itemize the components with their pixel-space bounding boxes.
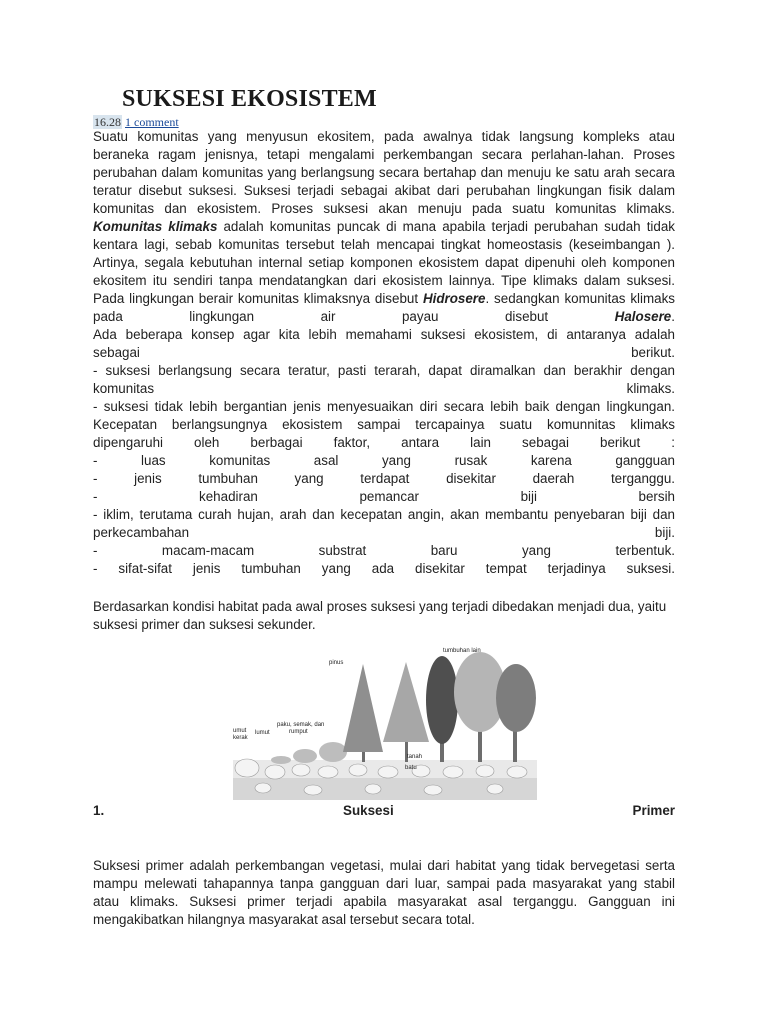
text-line: perkecambahan biji. (93, 525, 675, 540)
text-line: Kecepatan berlangsungnya ekosistem sampai tercapainya suatu komunnitas klimaks (93, 417, 675, 432)
text-line: - jenis tumbuhan yang terdapat disekitar daerah terganggu. (93, 471, 675, 486)
label-tanah: tanah (407, 754, 423, 760)
comments-link[interactable]: 1 comment (125, 115, 179, 129)
text-line: - suksesi tidak lebih bergantian jenis menyesuaikan diri secara lebih baik dengan lingkungan. (93, 399, 675, 414)
text-line: - sifat-sifat jenis tumbuhan yang ada disekitar tempat terjadinya suksesi. (93, 561, 675, 576)
text-line: atau klimaks. Suksesi primer terjadi apabila masyarakat asal terganggu. Gangguan ini (93, 894, 675, 909)
text-line: kentara lagi, sebab komunitas tersebut telah mencapai tingkat homeostasis (keseimbangan ). (93, 237, 675, 252)
text-line (93, 218, 675, 236)
text-span: Pada lingkungan berair komunitas klimaksnya disebut (93, 291, 419, 306)
text-line: mengakibatkan hilangnya masyarakat asal tersebut secara total. (93, 912, 475, 927)
text-span: . sedangkan komunitas klimaks (485, 291, 675, 306)
text-line: - macam-macam substrat baru yang terbentuk. (93, 543, 675, 558)
text-line: dipengaruhi oleh berbagai faktor, antara lain sebagai berikut : (93, 435, 675, 450)
text-line: teratur disebut suksesi. Suksesi terjadi sebagai akibat dari perubahan lingkungan fisik dalam (93, 183, 675, 198)
post-time: 16.28 (94, 115, 121, 129)
text-line: komunitas dan ekosistem. Proses suksesi akan menuju pada suatu komunitas klimaks. (93, 201, 675, 216)
text-span: . (671, 309, 675, 324)
text-line: ekositem itu sendiri tanpa mendatangkan dari ekosistem lainnya. Tipe klimaks dalam suksesi. (93, 273, 675, 288)
mosses-and-grasses (271, 742, 347, 764)
text-line: - iklim, terutama curah hujan, arah dan kecepatan angin, akan membantu penyebaran biji dan (93, 507, 675, 522)
label-rumput: rumput (289, 729, 308, 735)
text-line: Ada beberapa konsep agar kita lebih memahami suksesi ekosistem, di antaranya adalah (93, 327, 675, 342)
label-lumut: lumut (255, 730, 270, 736)
heading-number: 1. (93, 803, 105, 818)
term-komunitas-klimaks: Komunitas klimaks (93, 219, 218, 234)
text-line: beraneka ragam jenisnya, tetapi mengalami perkembangan secara perlahan-lahan. Proses (93, 147, 675, 162)
label-pinus: pinus (329, 660, 344, 666)
label-kerak: kerak (233, 735, 248, 741)
text-span: pada lingkungan air payau disebut (93, 309, 549, 324)
text-line (93, 308, 675, 326)
text-line: komunitas klimaks. (93, 381, 675, 396)
term-halosere: Halosere (614, 309, 672, 324)
heading-word: Primer (632, 803, 675, 818)
text-line: - luas komunitas asal yang rusak karena gangguan (93, 453, 675, 468)
text-line: sebagai berikut. (93, 345, 675, 360)
label-batu: batu (405, 765, 417, 771)
text-line: Suatu komunitas yang menyusun ekositem, pada awalnya tidak langsung kompleks atau (93, 129, 675, 144)
label-tumbuhan-lain: tumbuhan lain (443, 648, 481, 654)
text-line: Artinya, segala kebutuhan internal setiap komponen ekosistem dapat dipenuhi oleh komponen (93, 255, 675, 270)
text-line: mampu melewati tahapannya tanpa gangguan dari luar, sampai pada masyarakat yang stabil (93, 876, 675, 891)
text-line (93, 290, 675, 308)
text-line: - suksesi berlangsung secara teratur, pasti terarah, dapat diramalkan dan berakhir dengan (93, 363, 675, 378)
label-paku: paku, semak, dan (277, 722, 325, 728)
tree-canopies (343, 652, 536, 752)
text-line: - kehadiran pemancar biji bersih (93, 489, 675, 504)
page-title: SUKSESI EKOSISTEM (122, 86, 377, 112)
text-line: Suksesi primer adalah perkembangan vegetasi, mulai dari habitat yang tidak bervegetasi serta (93, 858, 675, 873)
term-hidrosere: Hidrosere (422, 291, 486, 306)
text-line: suksesi primer dan suksesi sekunder. (93, 617, 316, 632)
text-line: perubahan dalam komunitas yang berlangsung secara bertahap dan menuju ke satu arah secara (93, 165, 675, 180)
text-line: Berdasarkan kondisi habitat pada awal proses suksesi yang terjadi dibedakan menjadi dua, yaitu (93, 599, 667, 614)
succession-drawing (233, 642, 537, 800)
text-span: adalah komunitas puncak di mana apabila terjadi perubahan sudah tidak (223, 219, 675, 234)
succession-illustration (233, 642, 537, 800)
heading-word: Suksesi (343, 803, 394, 818)
section-heading (93, 802, 675, 820)
label-umut: umut (233, 728, 247, 734)
